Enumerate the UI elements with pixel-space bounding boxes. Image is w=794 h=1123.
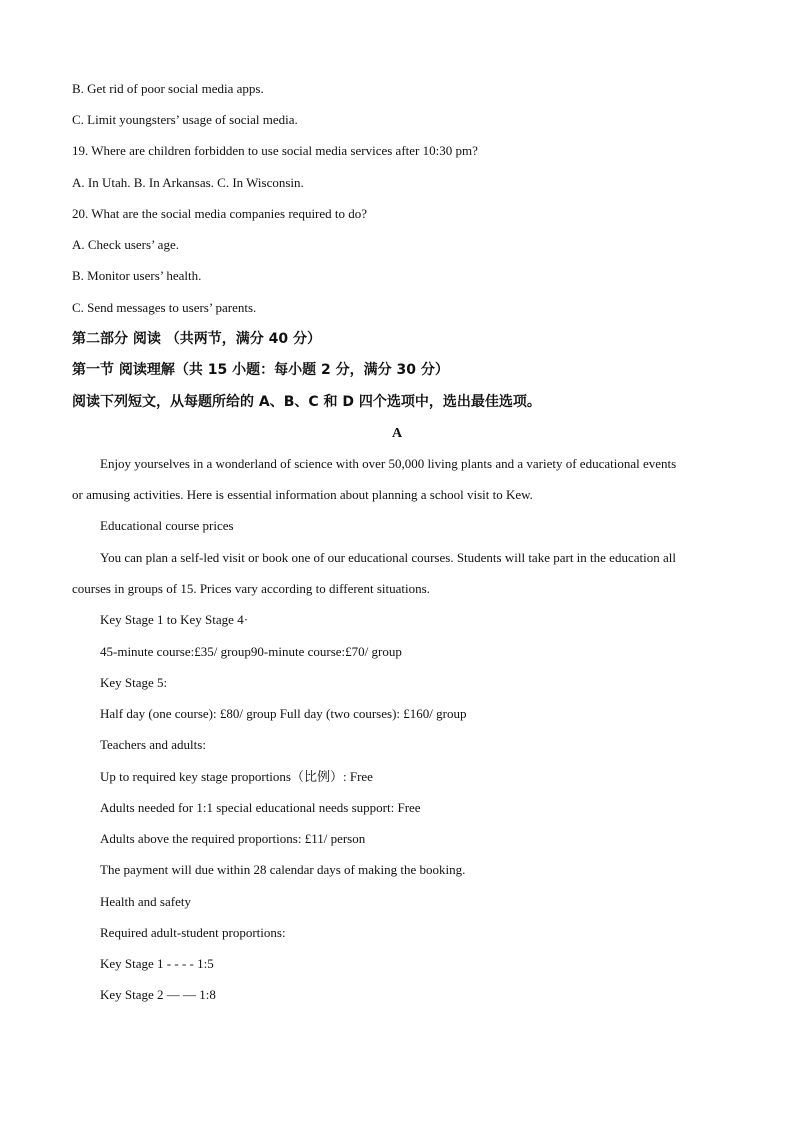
- up-to-required-line: Up to required key stage proportions（比例）: Free: [100, 769, 373, 784]
- teachers-adults-heading: Teachers and adults:: [100, 737, 206, 752]
- section1-heading: 第一节 阅读理解（共 15 小题：每小题 2 分，满分 30 分）: [72, 362, 449, 378]
- question-19: 19. Where are children forbidden to use social media services after 10:30 pm?: [72, 143, 478, 158]
- adults-above-line: Adults above the required proportions: £11/ person: [100, 831, 366, 846]
- key-stage-5-label: Key Stage 5:: [100, 675, 168, 690]
- health-safety-heading: Health and safety: [100, 894, 191, 909]
- key-stage-1-4-label: Key Stage 1 to Key Stage 4·: [100, 612, 249, 627]
- options-q19: A. In Utah. B. In Arkansas. C. In Wisconsin.: [72, 175, 304, 190]
- payment-line: The payment will due within 28 calendar days of making the booking.: [100, 862, 466, 877]
- passage-paragraph-2-line-1: You can plan a self-led visit or book one of our educational courses. Students will take part in the education all: [100, 550, 676, 565]
- key-stage-1-ratio: Key Stage 1 - - - - 1:5: [100, 956, 214, 971]
- part2-heading: 第二部分 阅读 （共两节，满分 40 分）: [72, 331, 321, 347]
- option-b-q18: B. Get rid of poor social media apps.: [72, 81, 264, 96]
- adults-needed-line: Adults needed for 1:1 special educational needs support: Free: [100, 800, 421, 815]
- key-stage-1-4-prices: 45-minute course:£35/ group90-minute course:£70/ group: [100, 644, 402, 659]
- option-a-q20: A. Check users’ age.: [72, 237, 179, 252]
- course-prices-heading: Educational course prices: [100, 518, 234, 533]
- option-b-q20: B. Monitor users’ health.: [72, 268, 202, 283]
- key-stage-5-prices: Half day (one course): £80/ group Full day (two courses): £160/ group: [100, 706, 467, 721]
- passage-paragraph-2-line-2: courses in groups of 15. Prices vary according to different situations.: [72, 581, 430, 596]
- question-20: 20. What are the social media companies required to do?: [72, 206, 368, 221]
- option-c-q20: C. Send messages to users’ parents.: [72, 300, 257, 315]
- key-stage-2-ratio: Key Stage 2 — — 1:8: [100, 987, 216, 1002]
- passage-label: A: [391, 426, 403, 441]
- required-proportions-line: Required adult-student proportions:: [100, 925, 286, 940]
- option-c-q18: C. Limit youngsters’ usage of social media.: [72, 112, 298, 127]
- passage-paragraph-1-line-2: or amusing activities. Here is essential information about planning a school visit to Kew.: [72, 487, 533, 502]
- passage-paragraph-1-line-1: Enjoy yourselves in a wonderland of science with over 50,000 living plants and a variety of educational events: [100, 456, 677, 471]
- reading-instruction: 阅读下列短文，从每题所给的 A、B、C 和 D 四个选项中，选出最佳选项。: [72, 394, 541, 410]
